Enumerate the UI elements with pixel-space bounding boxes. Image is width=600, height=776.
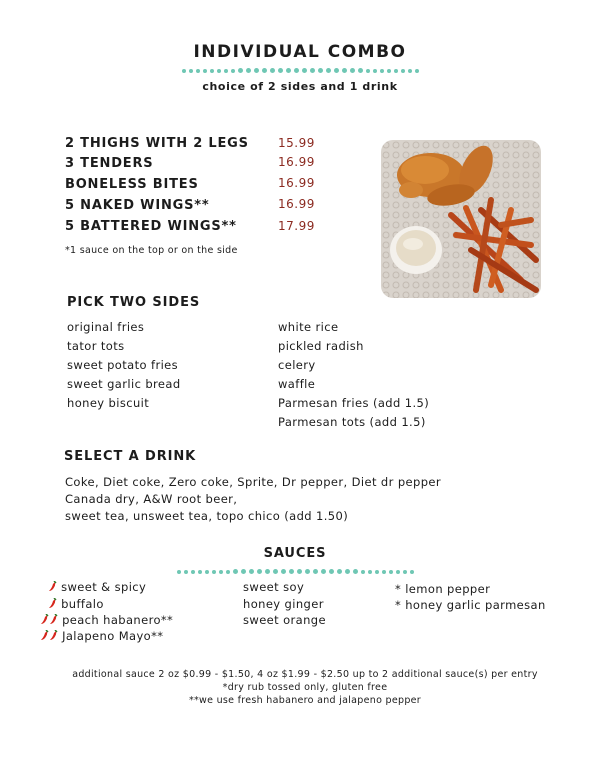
page-title: INDIVIDUAL COMBO (193, 42, 407, 62)
side-item: sweet potato fries (67, 358, 179, 372)
side-item: original fries (67, 320, 145, 334)
sauce-item: honey ginger (243, 597, 324, 611)
footer-note: *dry rub tossed only, gluten free (222, 682, 388, 693)
combo-price: 15.99 (278, 136, 315, 150)
sauce-item: * lemon pepper (395, 582, 491, 596)
side-item: pickled radish (278, 339, 364, 353)
sauce-item: sweet & spicy (48, 580, 146, 594)
sauce-item: * honey garlic parmesan (395, 598, 546, 612)
side-item: celery (278, 358, 316, 372)
drinks-heading: SELECT A DRINK (64, 449, 197, 464)
title-divider-dots (0, 68, 600, 73)
combo-price: 16.99 (278, 197, 315, 211)
drink-line: Coke, Diet coke, Zero coke, Sprite, Dr pepper, Diet dr pepper (65, 475, 441, 489)
drink-line: sweet tea, unsweet tea, topo chico (add 1.50) (65, 509, 349, 523)
side-item: white rice (278, 320, 339, 334)
chili-pepper-icon (40, 630, 49, 641)
combo-name: 3 TENDERS (65, 156, 154, 171)
sides-heading: PICK TWO SIDES (67, 295, 201, 310)
combo-name: 2 THIGHS WITH 2 LEGS (65, 136, 249, 151)
sauce-item: sweet soy (243, 580, 305, 594)
chili-pepper-icon (48, 598, 57, 609)
side-item: waffle (278, 377, 316, 391)
side-item: Parmesan tots (add 1.5) (278, 415, 426, 429)
sauce-item: buffalo (48, 597, 104, 611)
side-item: tator tots (67, 339, 125, 353)
side-item: Parmesan fries (add 1.5) (278, 396, 430, 410)
sauce-item: Jalapeno Mayo** (40, 629, 163, 643)
drink-line: Canada dry, A&W root beer, (65, 492, 238, 506)
sauces-heading: SAUCES (263, 546, 327, 561)
sauce-item: sweet orange (243, 613, 326, 627)
chili-pepper-icon (49, 630, 58, 641)
combo-note: *1 sauce on the top or on the side (65, 245, 238, 256)
food-photo (381, 140, 541, 298)
combo-name: 5 BATTERED WINGS** (65, 219, 237, 234)
sauces-divider-dots (0, 569, 590, 574)
chili-pepper-icon (49, 614, 58, 625)
footer-note: additional sauce 2 oz $0.99 - $1.50, 4 oz $1.99 - $2.50 up to 2 additional sauce(s) per entry (72, 669, 538, 680)
combo-price: 16.99 (278, 176, 315, 190)
combo-name: 5 NAKED WINGS** (65, 198, 210, 213)
combo-price: 16.99 (278, 155, 315, 169)
side-item: honey biscuit (67, 396, 150, 410)
page-subtitle: choice of 2 sides and 1 drink (202, 80, 398, 93)
side-item: sweet garlic bread (67, 377, 181, 391)
sauce-item: peach habanero** (40, 613, 173, 627)
combo-name: BONELESS BITES (65, 177, 199, 192)
chili-pepper-icon (48, 581, 57, 592)
footer-note: **we use fresh habanero and jalapeno pepper (188, 695, 422, 706)
chili-pepper-icon (40, 614, 49, 625)
combo-price: 17.99 (278, 219, 315, 233)
